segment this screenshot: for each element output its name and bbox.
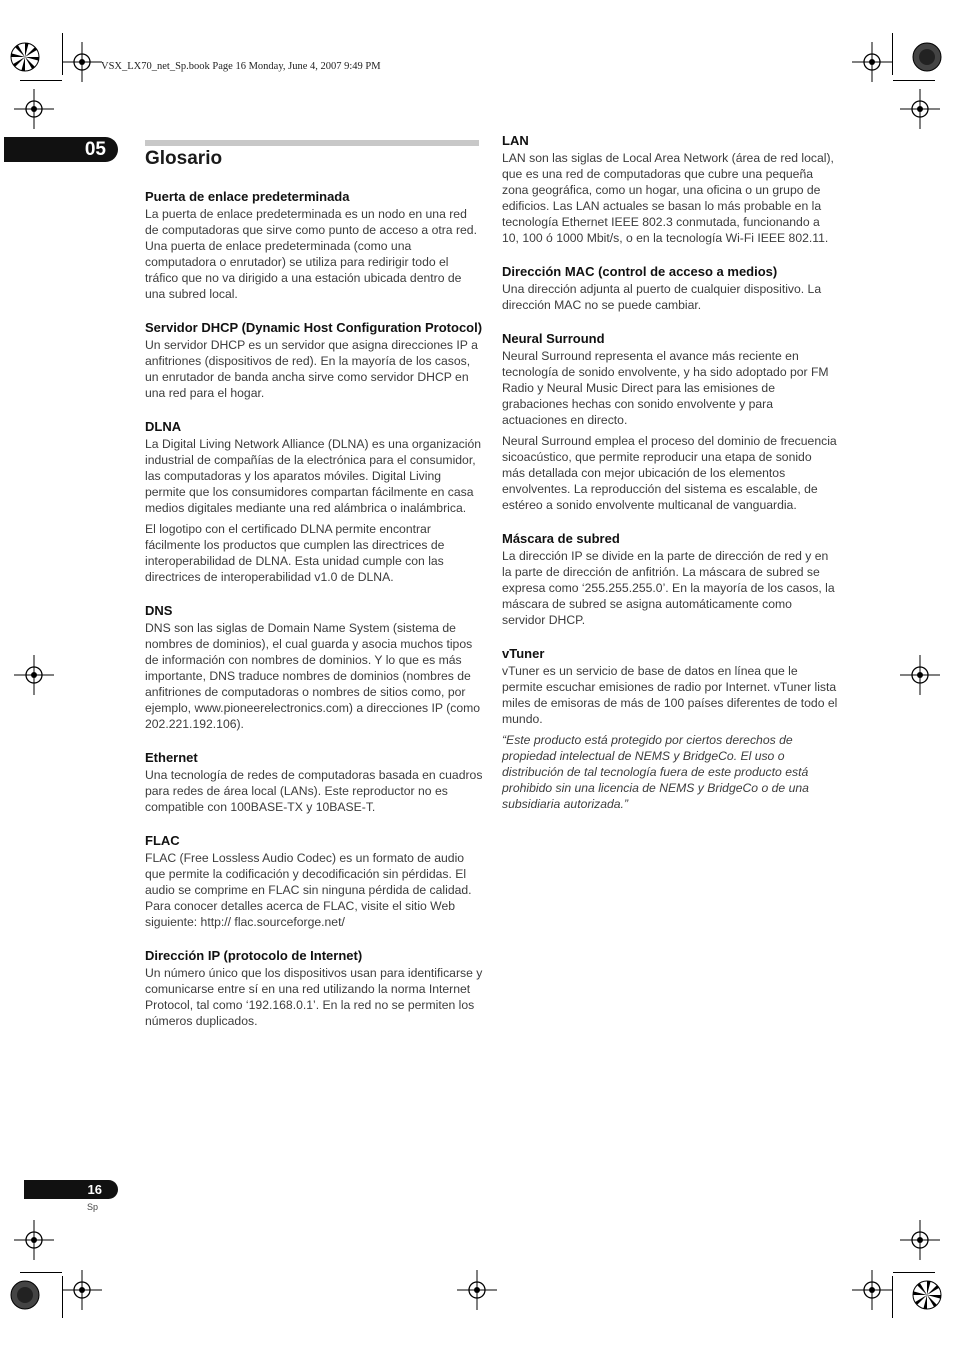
registration-mark-icon <box>14 89 54 129</box>
trim-mark <box>893 80 935 81</box>
trim-mark <box>20 1272 62 1273</box>
page-number-tab <box>24 1180 118 1199</box>
glossary-term: Dirección IP (protocolo de Internet) <box>145 948 363 963</box>
registration-mark-icon <box>14 1220 54 1260</box>
glossary-definition: FLAC (Free Lossless Audio Codec) es un formato de audio que permite la codificación y decodificación sin pérdidas. El audio se comprime en FLAC sin ninguna pérdida de calidad. Para conocer detalles acerca de FLAC, visite el sitio Web siguiente: http:// flac.sourceforge.net/ <box>145 851 472 929</box>
registration-mark-icon <box>852 42 892 82</box>
registration-mark-icon <box>457 1270 497 1310</box>
registration-mark-icon <box>900 89 940 129</box>
glossary-definition: vTuner es un servicio de base de datos en línea que le permite escuchar emisiones de radio por Internet. vTuner lista miles de emisoras de más de 100 países diferentes de todo el mundo. <box>502 664 838 726</box>
glossary-entry <box>145 602 483 732</box>
glossary-definition: Neural Surround emplea el proceso del dominio de frecuencia sicoacústico, que permite reproducir una etapa de sonido más detallada con mejor ubicación de los elementos envolventes. La reproducción del sistema es escalable, de estéreo a sonido envolvente multicanal de vanguardia. <box>502 434 837 512</box>
legal-note: “Este producto está protegido por ciertos derechos de propiedad intelectual de NEMS y BridgeCo. El uso o distribución de tal tecnología fuera de este producto está prohibido sin una licencia de NEMS y BridgeCo o de una subsidiaria autorizada.” <box>502 733 809 811</box>
glossary-term: Servidor DHCP (Dynamic Host Configuration Protocol) <box>145 320 483 335</box>
registration-mark-icon <box>14 655 54 695</box>
glossary-entry <box>502 530 838 628</box>
trim-mark <box>892 33 893 75</box>
glossary-definition: LAN son las siglas de Local Area Network (área de red local), que es una red de computadoras que cubre una pequeña zona geográfica, como un hogar, una oficina o un grupo de edificios. Las LAN actuales se basan lo más probable en la tecnología Ethernet IEEE 802.3 conmutada, funcionando a 10, 100 ó 1000 Mbit/s, o en la tecnología Wi-Fi IEEE 802.11. <box>502 151 834 245</box>
glossary-term: Máscara de subred <box>502 531 620 546</box>
glossary-term: FLAC <box>145 833 180 848</box>
glossary-definition: Una dirección adjunta al puerto de cualquier dispositivo. La dirección MAC no se puede cambiar. <box>502 282 822 312</box>
glossary-definition: Un número único que los dispositivos usan para identificarse y comunicarse entre sí en una red utilizando la norma Internet Protocol, tal como ‘192.168.0.1’. En la red no se permiten los números duplicados. <box>145 966 483 1028</box>
trim-mark <box>893 1272 935 1273</box>
glossary-term: DNS <box>145 603 173 618</box>
glossary-entry <box>502 263 838 313</box>
star-target-icon <box>10 1280 40 1310</box>
glossary-definition: La puerta de enlace predeterminada es un nodo en una red de computadoras que sirve como punto de acceso a otra red. Una puerta de enlace predeterminada (como una computadora o enrutador) se utiliza para redirigir todo el tráfico que no va dirigido a una estación ubicada dentro de una subred local. <box>145 207 477 301</box>
right-column <box>502 132 838 829</box>
glossary-entry <box>145 319 483 401</box>
print-header: VSX_LX70_net_Sp.book Page 16 Monday, June 4, 2007 9:49 PM <box>101 61 381 72</box>
star-target-icon <box>912 42 942 72</box>
glossary-entry <box>145 418 483 585</box>
registration-mark-icon <box>62 1270 102 1310</box>
glossary-definition: Neural Surround representa el avance más reciente en tecnología de sonido envolvente, y ha sido adoptado por FM Radio y Neural Music Direct para las emisiones de grabaciones hechas con sonido envolvente y para actuaciones en directo. <box>502 349 829 427</box>
glossary-definition: La Digital Living Network Alliance (DLNA) es una organización industrial de compañías de la electrónica para el consumidor, las computadoras y los aparatos móviles. Digital Living permite que los consumidores compartan fácilmente en casa medios digitales mediante una red alámbrica o inalámbrica. <box>145 437 482 515</box>
registration-mark-icon <box>900 655 940 695</box>
glossary-term: Neural Surround <box>502 331 605 346</box>
trim-mark <box>20 80 62 81</box>
glossary-definition: DNS son las siglas de Domain Name System (sistema de nombres de dominios), el cual guarda y asocia muchos tipos de información con nombres de dominios. Y lo que es más importante, DNS traduce nombres de dominios (nombres de anfitriones de computadoras o nombres de sitios como, por ejemplo, www.pioneerelectronics.com) a direcciones IP (como 202.221.192.106). <box>145 621 481 731</box>
glossary-term: vTuner <box>502 646 545 661</box>
registration-mark-icon <box>852 1270 892 1310</box>
registration-mark-icon <box>62 42 102 82</box>
glossary-definition: Una tecnología de redes de computadoras basada en cuadros para redes de área local (LANs). Este reproductor no es compatible con 100BASE-TX y 10BASE-T. <box>145 768 483 814</box>
page-language: Sp <box>87 1202 99 1212</box>
chapter-tab <box>4 137 118 162</box>
star-target-icon <box>10 42 40 72</box>
glossary-entry <box>145 749 483 815</box>
trim-mark <box>892 1276 893 1318</box>
glossary-definition: La dirección IP se divide en la parte de dirección de red y en la parte de dirección de anfitrión. La máscara de subred se expresa como ‘255.255.255.0’. En la mayoría de los casos, la máscara de subred se asigna automáticamente como servidor DHCP. <box>502 549 835 627</box>
title-rule <box>145 140 479 146</box>
registration-mark-icon <box>900 1220 940 1260</box>
chapter-number: 05 <box>84 138 106 160</box>
glossary-entry <box>145 188 483 302</box>
glossary-definition: El logotipo con el certificado DLNA permite encontrar fácilmente los productos que cumplen las directrices de interoperabilidad de DLNA. Esta unidad cumple con las directrices de interoperabilidad v1.0 de DLNA. <box>145 522 445 584</box>
glossary-term: LAN <box>502 133 529 148</box>
glossary-term: Ethernet <box>145 750 198 765</box>
page-number: 16 <box>87 1182 102 1197</box>
star-target-icon <box>912 1280 942 1310</box>
glossary-term: Dirección MAC (control de acceso a medios) <box>502 264 778 279</box>
left-column <box>145 188 483 1046</box>
glossary-term: Puerta de enlace predeterminada <box>145 189 350 204</box>
glossary-entry <box>145 832 483 930</box>
glossary-entry <box>145 947 483 1029</box>
glossary-entry <box>502 132 838 246</box>
glossary-entry <box>502 330 838 513</box>
glossary-entry <box>502 645 838 812</box>
glossary-definition: Un servidor DHCP es un servidor que asigna direcciones IP a anfitriones (dispositivos de red). En la mayoría de los casos, un enrutador de banda ancha sirve como servidor DHCP en una red para el hogar. <box>145 338 478 400</box>
glossary-term: DLNA <box>145 419 182 434</box>
section-title: Glosario <box>145 148 223 169</box>
